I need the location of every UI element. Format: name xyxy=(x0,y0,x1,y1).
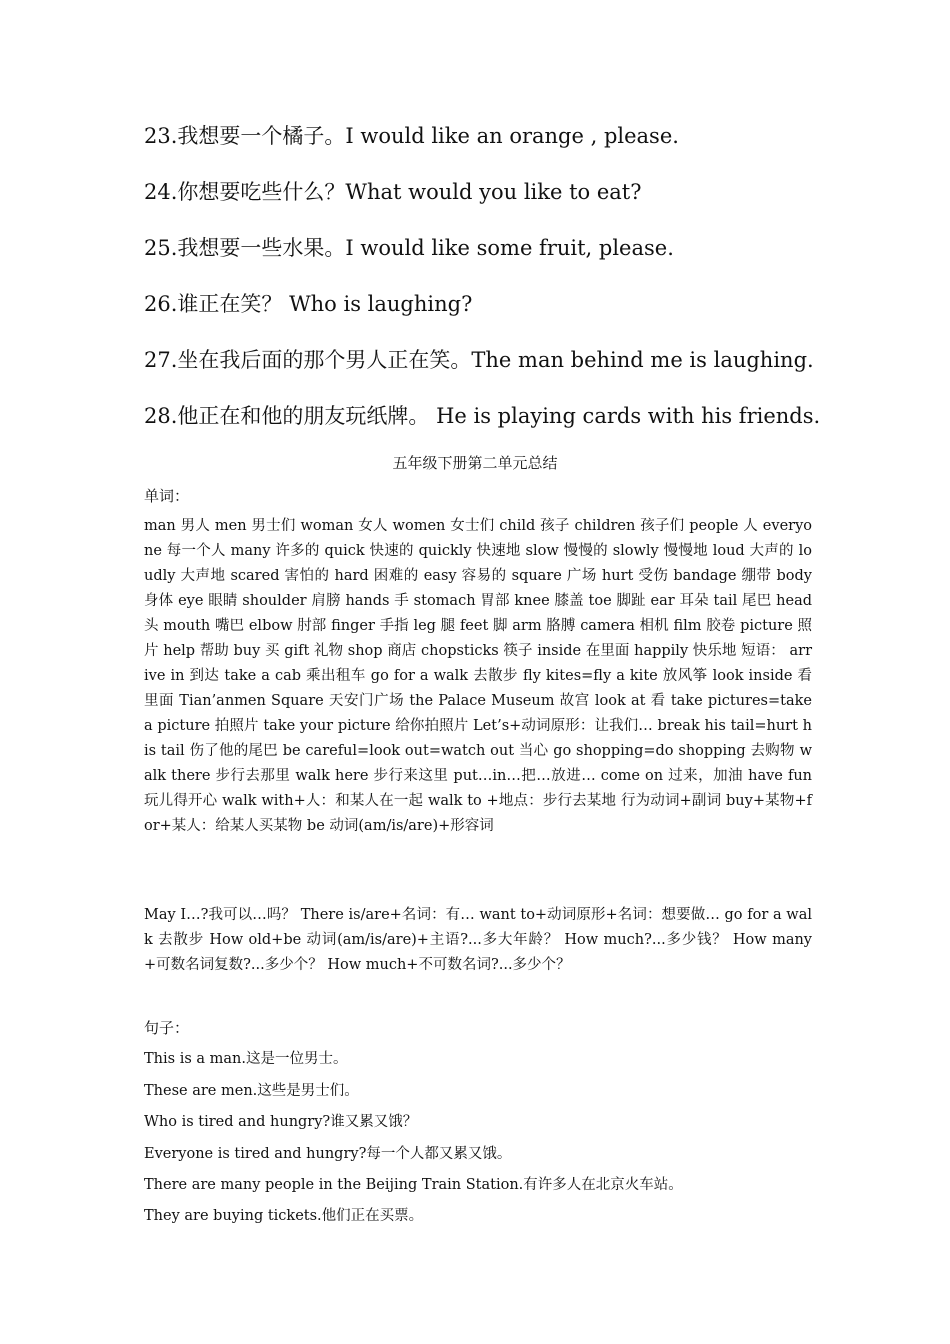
sentences-heading: 句子： xyxy=(144,1019,190,1037)
sentence-25: 25.我想要一些水果。I would like some fruit, please. xyxy=(144,236,674,260)
sentence-26: 26.谁正在笑？ Who is laughing? xyxy=(144,292,473,316)
words-paragraph: man 男人 men 男士们 woman 女人 women 女士们 child 孩子 children 孩子们 people 人 everyone 每一个人 many 许多的 quick 快速的 quickly 快速地 slow 慢慢的 slowly 慢慢地 loud 大声的 loudly 大声地 scared 害怕的 hard 困难的 easy 容易的 square 广场 hurt 受伤 bandage 绷带 body 身体 eye 眼睛 shoulder 肩膀 hands 手 stomach 胃部 knee 膝盖 toe 脚趾 ear 耳朵 tail 尾巴 head 头 mouth 嘴巴 elbow 肘部 finger 手指 leg 腿 feet 脚 arm 胳膊 camera 相机 film 胶卷 picture 照片 help 帮助 buy 买 gift 礼物 shop 商店 chopsticks 筷子 inside 在里面 happily 快乐地 短语： arrive in 到达 take a cab 乘出租车 go for a walk 去散步 fly kites=fly a kite 放风筝 look inside 看里面 Tian’anmen Square 天安门广场 the Palace Museum 故宫 look at 看 take pictures=take a picture 拍照片 take your picture 给你拍照片 Let’s+动词原形：让我们… break his tail=hurt his tail 伤了他的尾巴 be careful=look out=watch out 当心 go shopping=do shopping 去购物 walk there 步行去那里 walk here 步行来这里 put…in…把…放进… come on 过来，加油 have fun 玩儿得开心 walk with+人：和某人在一起 walk to +地点：步行去某地 行为动词+副词 buy+某物+for+某人：给某人买某物 be 动词(am/is/are)+形容词 xyxy=(144,518,812,834)
example-sentence: This is a man.这是一位男士。 xyxy=(144,1051,348,1067)
example-sentence: Who is tired and hungry?谁又累又饿？ xyxy=(144,1114,418,1130)
words-heading: 单词： xyxy=(144,487,190,505)
example-sentence: These are men.这些是男士们。 xyxy=(144,1083,359,1099)
example-sentence: Everyone is tired and hungry?每一个人都又累又饿。 xyxy=(144,1146,512,1162)
example-sentence: They are buying tickets.他们正在买票。 xyxy=(144,1208,424,1224)
example-sentence: There are many people in the Beijing Train Station.有许多人在北京火车站。 xyxy=(144,1177,683,1193)
sentence-23: 23.我想要一个橘子。I would like an orange , please. xyxy=(144,124,679,148)
phrases-paragraph: May I…?我可以…吗？ There is/are+名词：有… want to+动词原形+名词：想要做… go for a walk 去散步 How old+be 动词(am/is/are)+主语?...多大年龄？ How much?...多少钱？ How many+可数名词复数?...多少个？ How much+不可数名词?...多少个？ xyxy=(144,907,812,973)
summary-title: 五年级下册第二单元总结 xyxy=(392,454,558,472)
sentence-27: 27.坐在我后面的那个男人正在笑。The man behind me is laughing. xyxy=(144,348,814,372)
sentence-28: 28.他正在和他的朋友玩纸牌。 He is playing cards with his friends. xyxy=(144,404,821,428)
sentence-24: 24.你想要吃些什么？What would you like to eat? xyxy=(144,180,642,204)
